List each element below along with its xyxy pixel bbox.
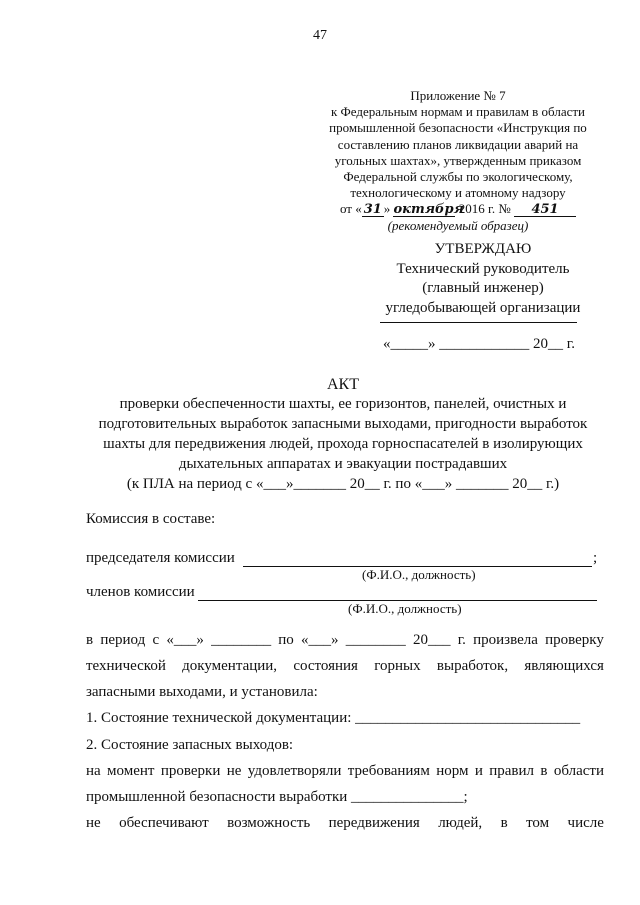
act-subject-line: подготовительных выработок запасными выходами, пригодности выработок xyxy=(98,416,588,432)
word: области xyxy=(553,763,604,779)
word: не xyxy=(86,815,101,831)
appendix-line: Приложение № 7 xyxy=(410,88,506,103)
chairman-label: председателя комиссии xyxy=(86,550,235,566)
word: по xyxy=(278,632,294,648)
order-date-prefix: от « xyxy=(339,201,362,217)
word: состояния xyxy=(293,658,358,674)
order-date-year: 2016 г. № xyxy=(458,201,511,217)
body-line: промышленной безопасности выработки _______________; xyxy=(86,789,468,805)
word: числе xyxy=(567,815,604,831)
order-date-day: 31 xyxy=(363,202,382,218)
word: том xyxy=(526,815,550,831)
word: требованиям xyxy=(347,763,430,779)
word: людей, xyxy=(438,815,483,831)
word: проверку xyxy=(545,632,604,648)
approval-role: Технический руководитель xyxy=(396,260,570,277)
act-subject-line: шахты для передвижения людей, прохода горноспасателей в изолирующих xyxy=(103,436,583,452)
word: выработок, xyxy=(436,658,509,674)
appendix-line: Федеральной службы по экологическому, xyxy=(343,169,573,185)
order-number: 451 xyxy=(514,204,576,217)
word: норм xyxy=(436,763,469,779)
word: передвижения xyxy=(328,815,420,831)
word: «___» xyxy=(166,632,204,648)
word: правил xyxy=(489,763,535,779)
word: произвела xyxy=(473,632,538,648)
word: горных xyxy=(374,658,421,674)
item-2: 2. Состояние запасных выходов: xyxy=(86,737,294,753)
members-label: членов комиссии xyxy=(86,584,195,600)
word: момент xyxy=(107,763,155,779)
order-date-line xyxy=(318,201,598,217)
fio-note: (Ф.И.О., должность) xyxy=(362,567,476,582)
order-date-month: октября xyxy=(393,202,464,218)
period-line xyxy=(86,632,604,649)
chairman-end: ; xyxy=(593,550,598,566)
appendix-line: угольных шахтах», утвержденным приказом xyxy=(334,152,582,168)
appendix-line: составлению планов ликвидации аварий на xyxy=(337,136,579,152)
approval-role: (главный инженер) xyxy=(422,280,544,296)
word: с xyxy=(152,632,160,648)
body-line xyxy=(86,815,604,832)
act-subject-line: проверки обеспеченности шахты, ее горизонтов, панелей, очистных и xyxy=(119,396,567,412)
commission-heading: Комиссия в составе: xyxy=(86,511,216,527)
word: и xyxy=(474,763,483,779)
page-number: 47 xyxy=(313,28,327,43)
word: период xyxy=(100,632,146,648)
appendix-line: промышленной безопасности «Инструкция по xyxy=(329,120,587,136)
word: ________ xyxy=(345,632,406,648)
appendix-line: к Федеральным нормам и правилам в области xyxy=(330,104,586,120)
word: в xyxy=(500,815,508,831)
word: являющихся xyxy=(524,658,604,674)
word: удовлетворяли xyxy=(247,763,342,779)
act-subject-line: дыхательных аппаратах и эвакуации пострадавших xyxy=(178,456,508,472)
word: «___» xyxy=(301,632,339,648)
body-line xyxy=(86,763,604,780)
body-line: запасными выходами, и установила: xyxy=(86,684,318,700)
approval-heading: УТВЕРЖДАЮ xyxy=(434,241,532,257)
body-line xyxy=(86,658,604,675)
word: ________ xyxy=(211,632,272,648)
word: г. xyxy=(457,632,466,648)
appendix-block xyxy=(318,88,598,234)
appendix-line: технологическому и атомному надзору xyxy=(350,185,566,201)
word: проверки xyxy=(160,763,221,779)
word: документации, xyxy=(182,658,278,674)
fio-note: (Ф.И.О., должность) xyxy=(348,601,462,616)
approval-role: угледобывающей организации xyxy=(385,299,581,316)
word: в xyxy=(540,763,548,779)
word: обеспечивают xyxy=(119,815,209,831)
order-date-mid: » xyxy=(383,201,391,217)
word: 20___ xyxy=(412,632,451,648)
word: возможность xyxy=(227,815,311,831)
word: технической xyxy=(86,658,166,674)
sample-note: (рекомендуемый образец) xyxy=(387,217,529,233)
approval-block xyxy=(380,240,586,318)
signature-line xyxy=(380,322,577,323)
word: в xyxy=(86,632,94,648)
word: на xyxy=(86,763,101,779)
item-1: 1. Состояние технической документации: ______________________________ xyxy=(86,710,581,726)
approval-date-line: «_____» ____________ 20__ г. xyxy=(383,336,575,352)
word: не xyxy=(226,763,242,779)
act-period-line: (к ПЛА на период с «___»_______ 20__ г. по «___» _______ 20__ г.) xyxy=(126,476,560,492)
act-title: АКТ xyxy=(327,376,359,393)
